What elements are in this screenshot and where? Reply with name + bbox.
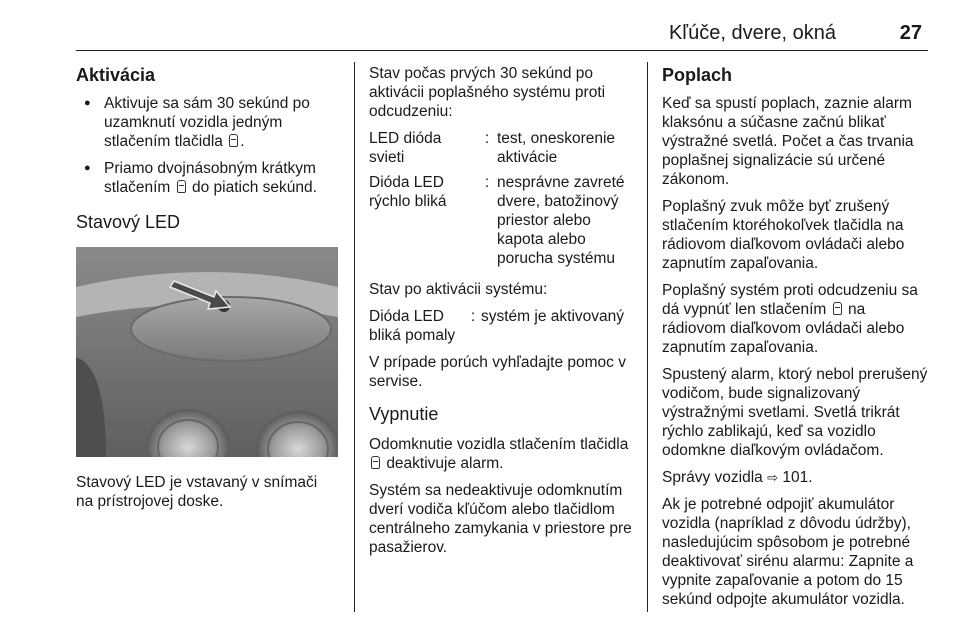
column-middle <box>369 64 637 565</box>
column-divider-right <box>647 62 648 612</box>
heading-status-led: Stavový LED <box>76 212 181 232</box>
status-label: Dióda LED rýchlo bliká <box>369 174 447 210</box>
page-number: 27 <box>899 22 922 44</box>
page-reference[interactable]: 101. <box>782 469 813 486</box>
alarm-paragraph-1: Keď sa spustí poplach, zaznie alarm klaksónu a súčasne začnú blikať výstražné svetlá. Počet a čas trvania poplašnej signalizácie sú určené zákonom. <box>662 95 914 188</box>
heading-alarm: Poplach <box>662 65 733 85</box>
bullet-item <box>76 159 338 197</box>
status-label: LED dióda svieti <box>369 130 442 166</box>
status-value: test, oneskorenie aktivácie <box>497 130 616 166</box>
page-header <box>76 22 928 52</box>
bullet-text: Priamo dvojnásobným krátkym stlačením <box>104 160 316 196</box>
status-value: nesprávne zavreté dvere, batožinový priestor alebo kapota alebo porucha systému <box>497 174 625 267</box>
alarm-paragraph-2: Poplašný zvuk môže byť zrušený stlačením ktoréhokoľvek tlačidla na rádiovom diaľkovom ovládači alebo zapnutím zapaľovania. <box>662 198 905 272</box>
status-row-2 <box>369 307 637 345</box>
arrow-reference-icon: ⇨ <box>767 470 779 485</box>
status-label: Dióda LED bliká pomaly <box>369 308 456 344</box>
column-right <box>662 64 930 617</box>
heading-activation: Aktivácia <box>76 65 156 85</box>
status-separator: : <box>470 308 476 325</box>
fault-text: V prípade porúch vyhľadajte pomoc v servise. <box>369 354 626 390</box>
chapter-title: Kľúče, dvere, okná <box>668 22 836 44</box>
status-value: systém je aktivovaný <box>481 308 624 325</box>
bullet-item <box>76 94 338 151</box>
alarm-paragraph-3-start: Poplašný systém proti odcudzeniu sa dá vypnúť len stlačením <box>662 282 918 318</box>
alarm-paragraph-6: Ak je potrebné odpojiť akumulátor vozidla (napríklad z dôvodu údržby), nasledujúcim spôsobom je potrebné deaktivovať sirénu alarmu: Zapnite a vypnite zapaľovanie a potom do 15 sekúnd odpojte akumulátor vozidla. <box>662 496 914 608</box>
lock-key-icon <box>833 302 842 315</box>
lock-key-icon <box>371 456 380 469</box>
deactivation-text <box>369 435 637 473</box>
after-activation-text: Stav po aktivácii systému: <box>369 281 548 298</box>
status-row-0 <box>369 129 637 167</box>
no-deactivation-text: Systém sa nedeaktivuje odomknutím dverí vodiča kľúčom alebo tlačidlom centrálneho zamykania v priestore pre pasažierov. <box>369 482 632 556</box>
dashboard-led-photo <box>76 247 338 457</box>
lock-key-icon <box>177 180 186 193</box>
status-intro: Stav počas prvých 30 sekúnd po aktivácii poplašného systému proti odcudzeniu: <box>369 65 606 120</box>
alarm-paragraph-4: Spustený alarm, ktorý nebol prerušený vodičom, bude signalizovaný výstražnými svetlami. Svetlá trikrát rýchlo zablikajú, keď sa vozidlo odomkne diaľkovým ovládačom. <box>662 366 928 459</box>
heading-deactivation: Vypnutie <box>369 404 439 424</box>
status-row-1 <box>369 173 637 268</box>
deactivation-text-end: deaktivuje alarm. <box>386 455 504 472</box>
column-left <box>76 64 338 519</box>
status-separator: : <box>484 174 490 191</box>
column-divider-left <box>354 62 355 612</box>
bullet-text-end: do piatich sekúnd. <box>191 179 317 196</box>
status-separator: : <box>484 130 490 147</box>
alarm-paragraph-3 <box>662 281 930 357</box>
alarm-paragraph-5 <box>662 468 930 487</box>
deactivation-text-start: Odomknutie vozidla stlačením tlačidla <box>369 436 629 453</box>
alarm-paragraph-3-end: na rádiovom diaľkovom ovládači alebo zapnutím zapaľovania. <box>662 301 905 356</box>
header-rule <box>76 50 928 51</box>
bullet-text: Aktivuje sa sám 30 sekúnd po uzamknutí vozidla jedným stlačením tlačidla <box>104 95 310 150</box>
dashboard-illustration <box>76 247 338 457</box>
photo-caption: Stavový LED je vstavaný v snímači na prístrojovej doske. <box>76 474 318 510</box>
bullet-text-end: . <box>240 133 245 150</box>
alarm-paragraph-5-start: Správy vozidla <box>662 469 763 486</box>
lock-key-icon <box>229 134 238 147</box>
